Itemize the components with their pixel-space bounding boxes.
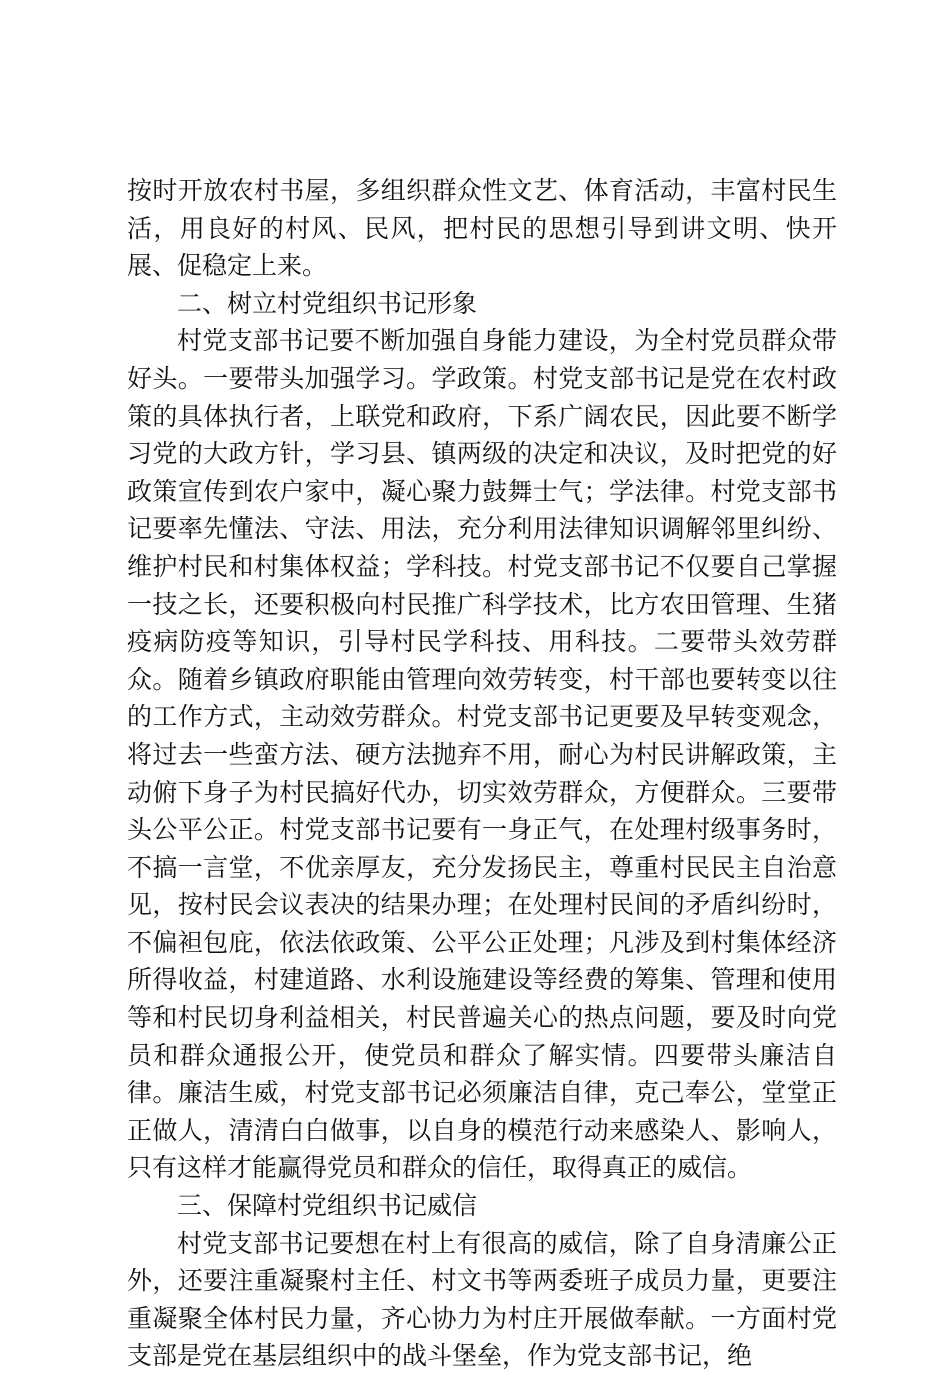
paragraph-section-2: 村党支部书记要不断加强自身能力建设，为全村党员群众带好头。一要带头加强学习。学政策。村党支部书记是党在农村政策的具体执行者，上联党和政府，下系广阔农民，因此要不断学习党的大政方针，学习县、镇两级的决定和决议，及时把党的好政策宣传到农户家中，凝心聚力鼓舞士气；学法律。村党支部书记要率先懂法、守法、用法，充分利用法律知识调解邻里纠纷、维护村民和村集体权益；学科技。村党支部书记不仅要自己掌握一技之长，还要积极向村民推广科学技术，比方农田管理、生猪疫病防疫等知识，引导村民学科技、用科技。二要带头效劳群众。随着乡镇政府职能由管理向效劳转变，村干部也要转变以往的工作方式，主动效劳群众。村党支部书记更要及早转变观念，将过去一些蛮方法、硬方法抛弃不用，耐心为村民讲解政策，主动俯下身子为村民搞好代办，切实效劳群众，方便群众。三要带头公平公正。村党支部书记要有一身正气，在处理村级事务时，不搞一言堂，不优亲厚友，充分发扬民主，尊重村民民主自治意见，按村民会议表决的结果办理；在处理村民间的矛盾纠纷时，不偏袒包庇，依法依政策、公平公正处理；凡涉及到村集体经济所得收益，村建道路、水利设施建设等经费的筹集、管理和使用等和村民切身利益相关，村民普遍关心的热点问题，要及时向党员和群众通报公开，使党员和群众了解实情。四要带头廉洁自律。廉洁生威，村党支部书记必须廉洁自律，克己奉公，堂堂正正做人，清清白白做事，以自身的模范行动来感染人、影响人，只有这样才能赢得党员和群众的信任，取得真正的威信。 (127, 326, 837, 1183)
document-body (127, 172, 837, 1375)
section-heading-3: 三、保障村党组织书记威信 (177, 1191, 478, 1221)
paragraph-continued: 按时开放农村书屋，多组织群众性文艺、体育活动，丰富村民生活，用良好的村风、民风，把村民的思想引导到讲文明、快开展、促稳定上来。 (127, 176, 837, 281)
paragraph-section-3: 村党支部书记要想在村上有很高的威信，除了自身清廉公正外，还要注重凝聚村主任、村文书等两委班子成员力量，更要注重凝聚全体村民力量，齐心协力为村庄开展做奉献。一方面村党支部是党在基层组织中的战斗堡垒，作为党支部书记，绝 (127, 1228, 837, 1371)
section-heading-2: 二、树立村党组织书记形象 (177, 288, 478, 318)
